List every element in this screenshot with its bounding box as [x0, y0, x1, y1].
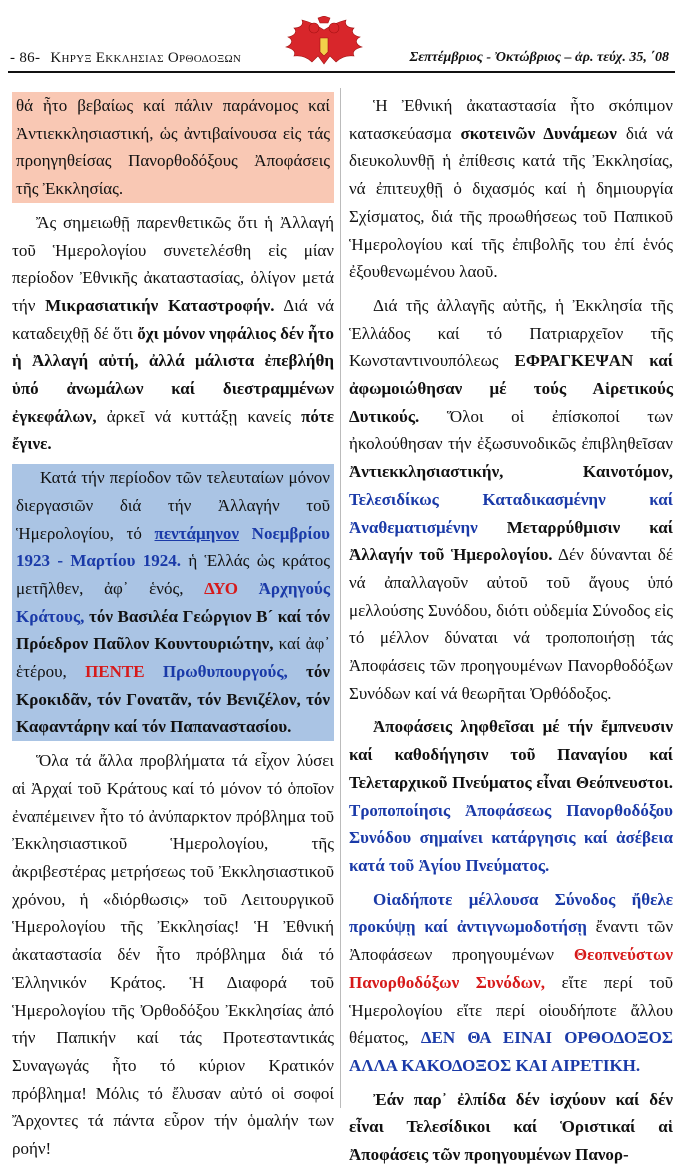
bold-span: ὄχι μόνον νηφάλιος δέν ἦτο ἡ Ἀλλαγή αὐτή, ἀλλά μάλιστα ἐπεβλήθη ὑπό ἀνωμάλων καί διεστραμμένων ἐγκεφάλων,	[12, 323, 335, 426]
text-span: ἀρκεῖ νά κυττάξῃ κανείς	[96, 406, 302, 426]
bold-span: ΕΦΡΑΓΚΕΨΑΝ καί ἀφωμοιώθησαν μέ τούς Αἱρετικούς Δυτικούς.	[349, 351, 673, 426]
bold-span: Ἀντιεκκλησιαστικήν, Καινοτόμον,	[349, 462, 673, 482]
text-span: καί ἀφ᾽ ἑτέρου,	[16, 634, 330, 682]
page-header	[0, 0, 683, 80]
highlight-span: Πρωθυπουργούς,	[144, 662, 288, 682]
right-paragraph-4	[349, 886, 673, 1080]
text-span: Διά νά καταδειχθῇ δέ ὅτι	[12, 295, 334, 343]
highlight-span: ΔΕΝ ΘΑ ΕΙΝΑΙ ΟΡΘΟΔΟΞΟΣ ΑΛΛΑ ΚΑΚΟΔΟΞΟΣ ΚΑΙ ΑΙΡΕΤΙΚΗ.	[349, 1028, 674, 1075]
red-span: Θεοπνεύστων Πανορθοδόξων Συνόδων,	[349, 945, 673, 992]
highlight-span: Οἱαδήποτε μέλλουσα Σύνοδος ἤθελε προκύψῃ καί ἀντιγνωμοδοτήσῃ	[349, 889, 673, 937]
text-span: ἔναντι τῶν Ἀποφάσεων προηγουμένων	[349, 917, 673, 965]
bold-span: Ἀποφάσεις ληφθεῖσαι μέ τήν ἔμπνευσιν καί καθοδήγησιν τοῦ Παναγίου καί Τελεταρχικοῦ Πνεύματος εἶναι Θεόπνευστοι.	[349, 717, 673, 792]
bold-span: σκοτεινῶν Δυνάμεων	[460, 123, 617, 143]
text-span: Ὅλοι οἱ ἐπίσκοποί των ἠκολούθησαν τήν ἐξωσυνοδικῶς ἐπιβληθεῖσαν	[349, 406, 673, 454]
issue-info: Σεπτέμβριος - Ὀκτώβριος – ἀρ. τεύχ. 35, ΄08	[409, 50, 669, 65]
left-paragraph-4: Ὅλα τά ἄλλα προβλήματα τά εἶχον λύσει αἱ Ἀρχαί τοῦ Κράτους καί τό μόνον τό ὁποῖον ἐναπέμεινεν ἦτο τό ἀνύπαρκτον πρόβλημα τοῦ Ἐκκλησιαστικοῦ Ἡμερολογίου, τῆς ἀκριβεστέρας μετρήσεως τοῦ Ἐκκλησιαστικοῦ χρόνου, ἡ «διόρθωσις» τοῦ Λειτουργικοῦ Ἡμερολογίου τῆς Ἐκκλησίας! Ἡ Ἐθνική ἀκαταστασία δέν ἦτο πρόβλημα διά τό Ἑλληνικόν Κράτος. Ἡ Διαφορά τοῦ Ἡμερολογίου τῆς Ὀρθοδόξου Ἐκκλησίας ἀπό τήν Παπικήν καί τάς Προτεσταντικάς Συναγωγάς ἦτο τό κύριον Κρατικόν πρόβλημα! Μόλις τό ἔλυσαν αὐτό οἱ σοφοί Ἄρχοντες τά πάντα εὗρον τήν ὁμαλήν των ροήν!	[12, 751, 334, 1159]
bold-span: τόν Βασιλέα Γεώργιον Β´ καί τόν Πρόεδρον Παῦλον Κουντουριώτην,	[16, 606, 330, 654]
header-rule	[8, 71, 675, 73]
double-headed-eagle-emblem	[282, 16, 366, 72]
text-span: Δέν δύνανται δέ νά ἀπαλλαγοῦν αὐτοῦ τοῦ ἄγους ὑπό μελλούσης Συνόδου, διότι οὐδεμία Σύνοδος εἰς τό μέλλον δύναται νά τροποποιήσῃ τάς Ἀποφάσεις τῶν προηγουμένων Πανορθοδόξων Συνόδων καί νά θεωρῆται Ὀρθόδοξος.	[349, 545, 673, 703]
highlight-span: Ἀρχηγούς Κράτους,	[16, 578, 330, 626]
header-left	[10, 50, 241, 67]
highlight-span: Νοεμβρίου 1923 - Μαρτίου 1924.	[16, 523, 330, 571]
text-span: ἡ Ἑλλάς ὡς κράτος μετῆλθεν, ἀφ᾽ ἑνός,	[16, 551, 330, 598]
bold-span: πότε ἔγινε.	[12, 406, 334, 454]
left-paragraph-3	[12, 464, 334, 741]
red-span: ΔΥΟ	[204, 578, 238, 598]
highlight-span: Τροποποίησις Ἀποφάσεως Πανορθοδόξου Συνόδου σημαίνει κατάργησις καί ἀσέβεια κατά τοῦ Ἁγίου Πνεύματος.	[349, 800, 673, 875]
bold-span: τόν Κροκιδᾶν, τόν Γονατᾶν, τόν Βενιζέλον, τόν Καφαντάρην καί τόν Παπαναστασίου.	[16, 662, 330, 737]
text-span: Κατά τήν περίοδον τῶν τελευταίων μόνον διεργασιῶν διά τήν Ἀλλαγήν τοῦ Ἡμερολογίου, τό	[16, 468, 330, 543]
right-column	[349, 92, 673, 1169]
right-paragraph-3	[349, 713, 673, 879]
text-span: διά νά διευκολυνθῇ ἡ ἐπίθεσις κατά τῆς Ἐκκλησίας, νά ἐπιτευχθῇ ὁ διχασμός καί ἡ δημιουργία Σχίσματος, διά τῆς προωθήσεως τοῦ Παπικοῦ Ἡμερολογίου καί τῆς ἐπιβολῆς του ἐπί ἑνός ἐξουθενωμένου λαοῦ.	[349, 123, 673, 282]
text-span: Ἄς σημειωθῇ παρενθετικῶς ὅτι ἡ Ἀλλαγή τοῦ Ἡμερολογίου συνετελέσθη εἰς μίαν περίοδον Ἐθνικῆς ἀκαταστασίας, ὀλίγον μετά τήν	[12, 212, 334, 315]
journal-title: Κηρυξ Εκκλησιας Ορθοδοξων	[50, 50, 242, 66]
page-number: - 86-	[10, 50, 41, 66]
right-paragraph-5: Ἐάν παρ᾽ ἐλπίδα δέν ἰσχύουν καί δέν εἶναι Τελεσίδικοι καί Ὁριστικαί αἱ Ἀποφάσεις τῶν προηγουμένων Πανορ-	[349, 1089, 673, 1165]
text-span: Διά τῆς ἀλλαγῆς αὐτῆς, ἡ Ἐκκλησία τῆς Ἑλλάδος καί τό Πατριαρχεῖον τῆς Κωνσταντινουπόλεως	[349, 295, 673, 371]
left-paragraph-1: θά ἦτο βεβαίως καί πάλιν παράνομος καί Ἀντιεκκλησιαστική, ὡς ἀντιβαίνουσα εἰς τάς προηγηθείσας Πανορθοδόξους Ἀποφάσεις τῆς Ἐκκλησίας.	[12, 92, 334, 203]
left-column	[12, 92, 334, 1163]
text-span: Ἡ Ἐθνική ἀκαταστασία ἦτο σκόπιμον κατασκεύασμα	[349, 96, 673, 143]
left-paragraph-2	[12, 209, 334, 458]
highlight-span: Τελεσιδίκως Καταδικασμένην καί Ἀναθεματισμένην	[349, 489, 673, 537]
right-paragraph-2	[349, 292, 673, 708]
highlight-span: πεντάμηνον	[154, 523, 239, 543]
text-span: εἴτε περί τοῦ Ἡμερολογίου εἴτε περί οἱουδήποτε ἄλλου θέματος,	[349, 972, 673, 1048]
bold-span: Μικρασιατικήν Καταστροφήν.	[45, 295, 275, 315]
right-paragraph-1	[349, 92, 673, 286]
column-separator	[340, 88, 341, 1108]
bold-span: Μεταρρύθμισιν καί Ἀλλαγήν τοῦ Ἡμερολογίου.	[349, 517, 673, 565]
red-span: ΠΕΝΤΕ	[85, 662, 145, 682]
